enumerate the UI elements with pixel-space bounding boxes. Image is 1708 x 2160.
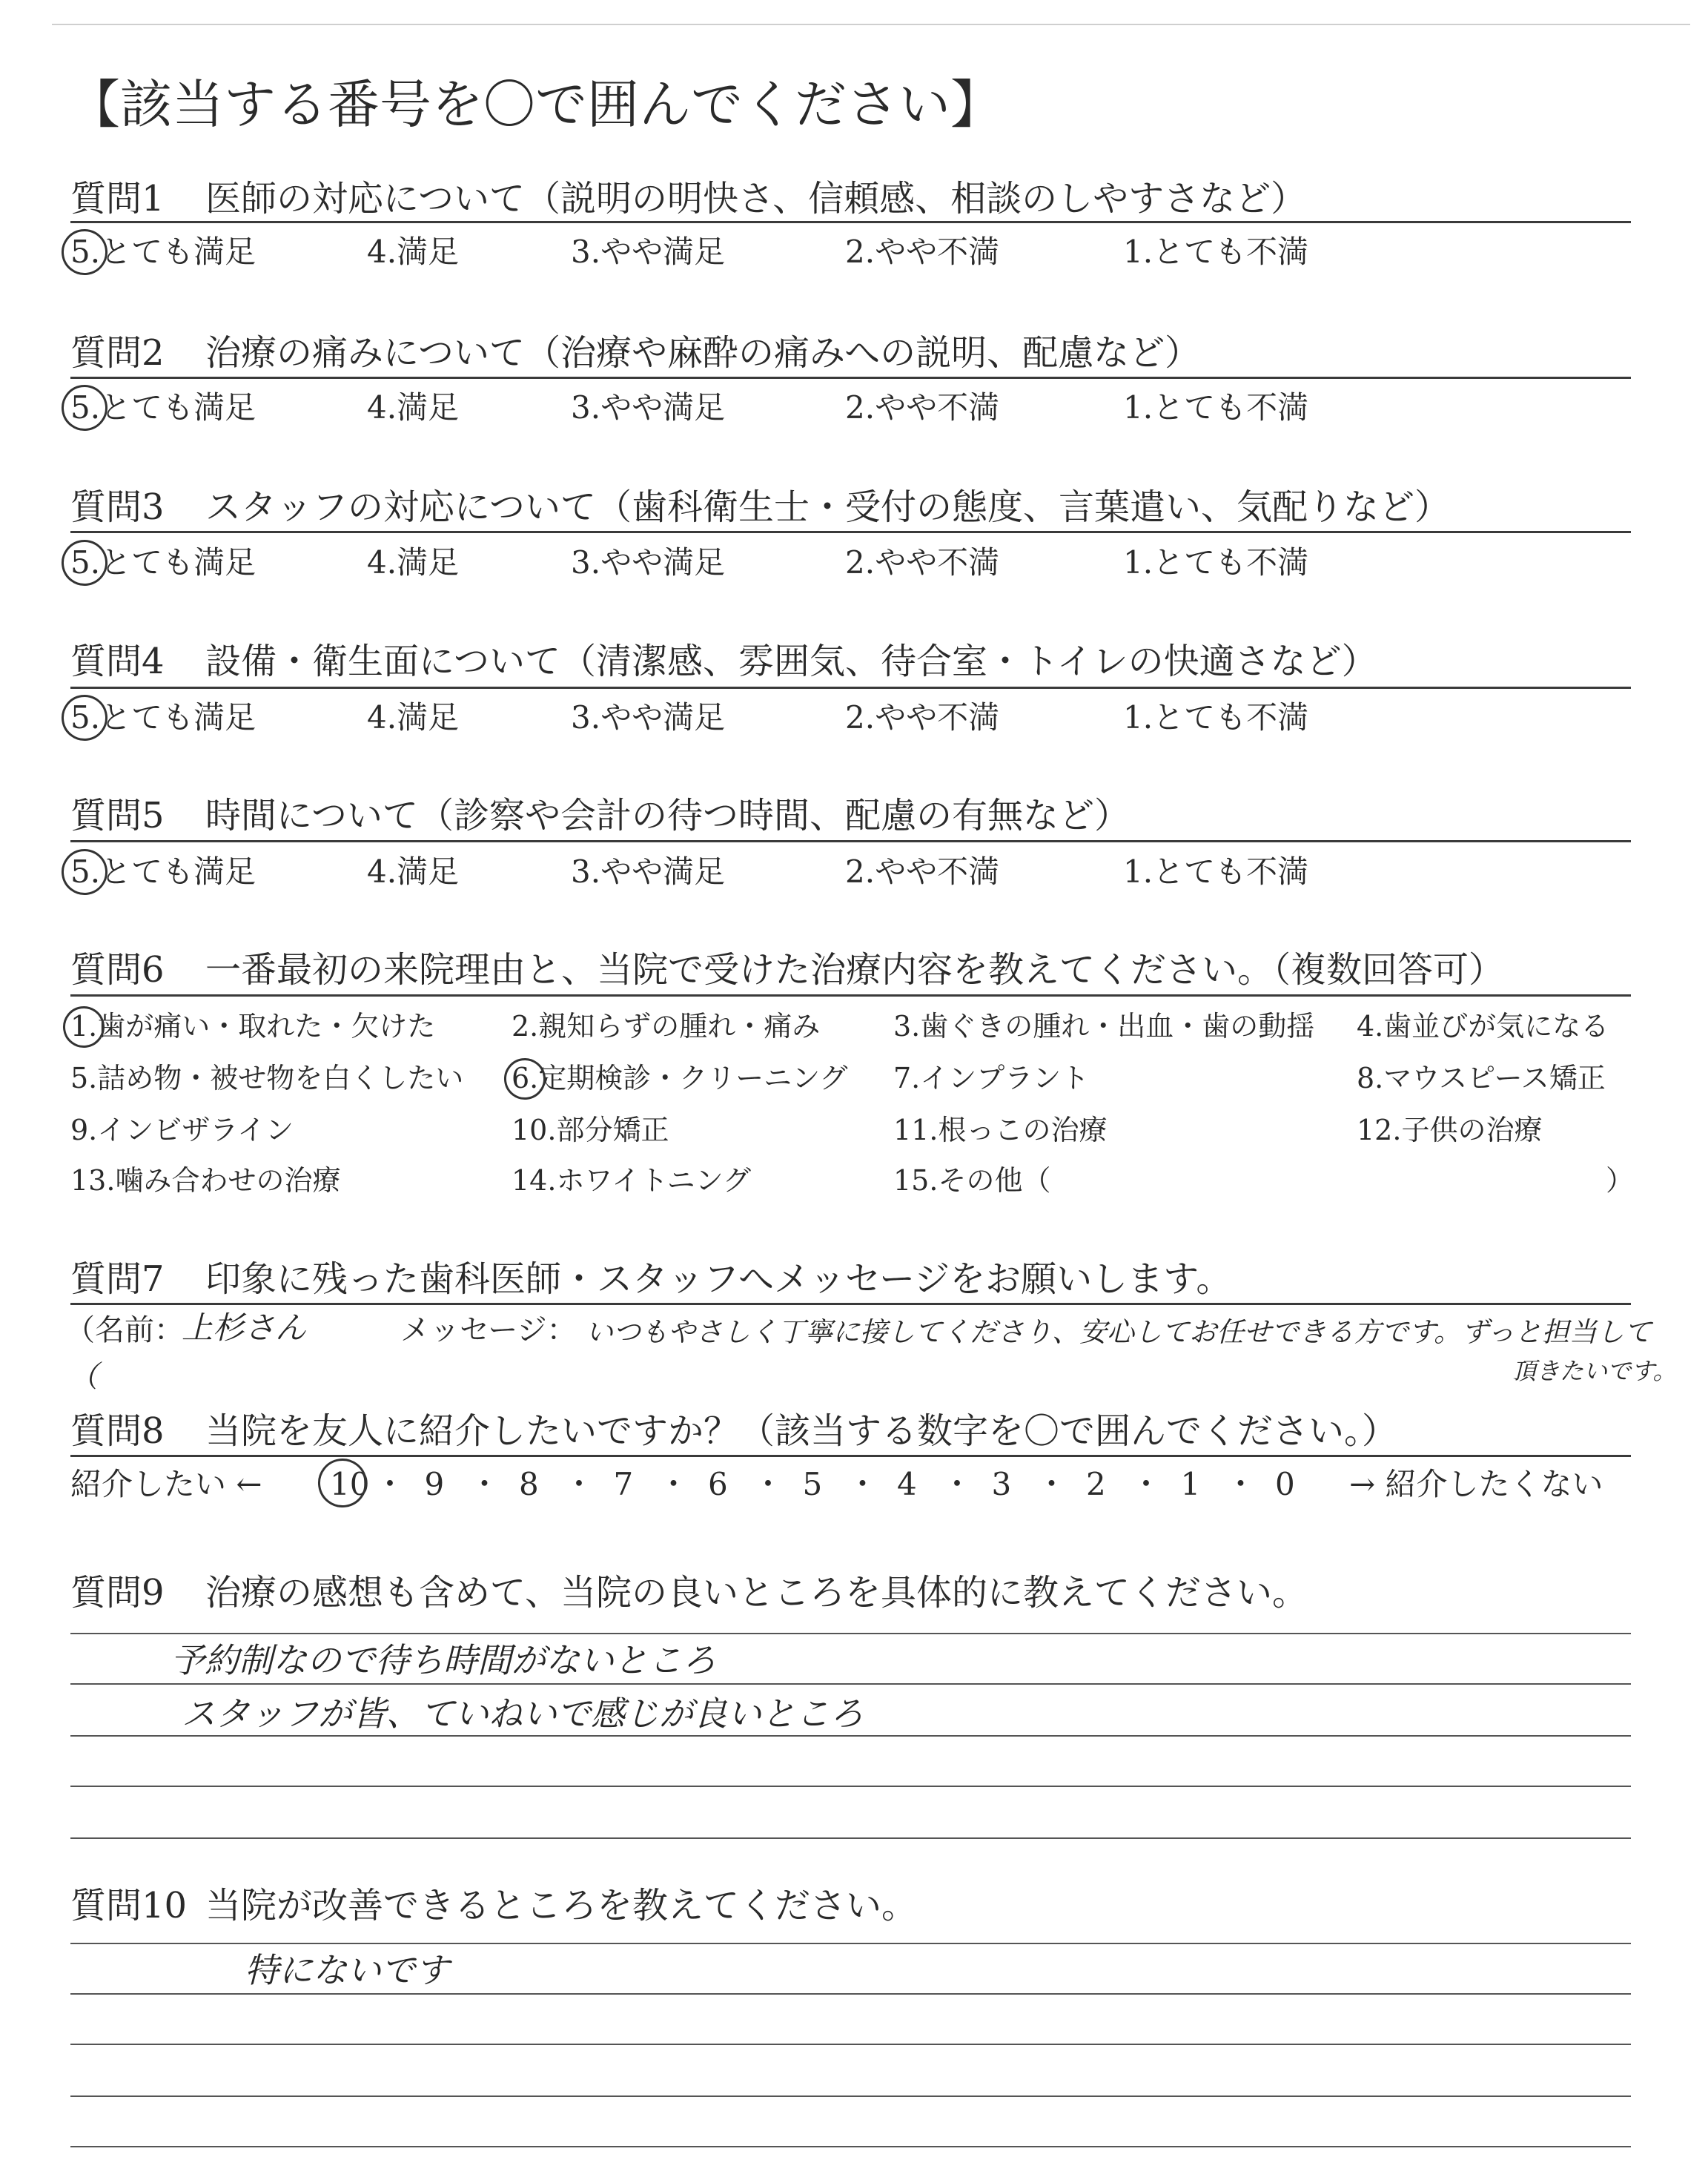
question-8-text: 当院を友人に紹介したいですか？（該当する数字を〇で囲んでください。） xyxy=(205,1410,1398,1452)
q1-option-4-number: 4 xyxy=(367,234,387,270)
question-8-separator: ・ xyxy=(658,1466,689,1502)
q4-option-2-label: やや不満 xyxy=(875,699,1000,736)
question-5-options xyxy=(70,852,1627,892)
q3-option-4-period: . xyxy=(386,544,397,581)
question-9-line-2 xyxy=(70,1683,1631,1685)
question-7-name-label: （名前： xyxy=(65,1313,184,1347)
question-10-text: 当院が改善できるところを教えてください。 xyxy=(205,1885,918,1926)
question-8-scale-5[interactable] xyxy=(803,1463,823,1506)
q4-option-5-number: 5 xyxy=(70,699,90,736)
q2-option-2-label: やや不満 xyxy=(875,389,1000,426)
question-3-text: スタッフの対応について（歯科衛生士・受付の態度、言葉遣い、気配りなど） xyxy=(205,486,1451,528)
q5-option-2-period: . xyxy=(864,853,875,890)
q1-option-4-label: 満足 xyxy=(397,234,460,270)
q5-option-4-label: 満足 xyxy=(397,853,460,890)
q5-option-2-label: やや不満 xyxy=(875,853,1000,890)
question-6-item-label: 歯が痛い・取れた・欠けた xyxy=(97,1010,436,1043)
question-6-item-11[interactable] xyxy=(893,1112,1107,1148)
q5-option-5-number: 5 xyxy=(70,853,90,890)
question-6-item-number: 15. xyxy=(893,1164,939,1197)
q2-option-4-number: 4 xyxy=(367,389,387,426)
q3-option-4-number: 4 xyxy=(367,544,387,581)
q2-option-2-period: . xyxy=(864,389,875,426)
question-10-number: 質問10 xyxy=(70,1885,188,1926)
question-6-rule xyxy=(70,994,1631,997)
question-1-text: 医師の対応について（説明の明快さ、信頼感、相談のしやすさなど） xyxy=(205,178,1307,219)
q4-option-2-period: . xyxy=(864,699,875,736)
question-9-line-3 xyxy=(70,1735,1631,1737)
question-9-line-4 xyxy=(70,1786,1631,1787)
q1-option-5-period: . xyxy=(90,234,101,270)
question-6-item-number: 13. xyxy=(70,1164,116,1197)
question-6-item-number: 1. xyxy=(70,1010,97,1043)
question-6-item-2[interactable] xyxy=(512,1008,820,1044)
q2-option-2[interactable] xyxy=(845,388,999,428)
question-6-item-number: 14. xyxy=(512,1164,557,1197)
question-6-item-label: マウスピース矯正 xyxy=(1383,1062,1606,1094)
q3-option-1-label: とても不満 xyxy=(1153,544,1309,581)
question-6-item-4[interactable] xyxy=(1357,1008,1609,1044)
question-6-item-number: 10. xyxy=(512,1114,557,1146)
question-8-scale-3[interactable] xyxy=(992,1463,1012,1506)
question-6-item-label: 子供の治療 xyxy=(1401,1114,1543,1146)
question-6-title xyxy=(70,948,1504,992)
q2-option-1-number: 1 xyxy=(1123,389,1143,426)
question-6-item-1[interactable] xyxy=(70,1008,435,1044)
question-7-title xyxy=(70,1257,1231,1301)
question-8-right-label: → 紹介したくない xyxy=(1349,1466,1603,1502)
question-8-scale-6-label: 6 xyxy=(708,1466,728,1502)
q5-option-3[interactable] xyxy=(571,852,725,892)
q2-option-5-period: . xyxy=(90,389,101,426)
q1-option-2-label: やや不満 xyxy=(875,234,1000,270)
q5-option-3-label: やや満足 xyxy=(600,853,726,890)
question-8-scale-4-label: 4 xyxy=(897,1466,917,1502)
q3-option-1-period: . xyxy=(1142,544,1153,581)
question-7-text: 印象に残った歯科医師・スタッフへメッセージをお願いします。 xyxy=(205,1258,1232,1300)
question-9-answer-line-2: スタッフが皆、ていねいで感じが良いところ xyxy=(182,1694,864,1734)
q5-option-3-period: . xyxy=(590,853,601,890)
q1-option-2-period: . xyxy=(864,234,875,270)
q1-option-1-label: とても不満 xyxy=(1153,234,1309,270)
question-8-scale xyxy=(70,1463,1635,1507)
q3-option-5-period: . xyxy=(90,544,101,581)
question-8-scale-0[interactable] xyxy=(1275,1463,1295,1506)
q2-option-3-label: やや満足 xyxy=(600,389,726,426)
q2-option-5-label: とても満足 xyxy=(100,389,256,426)
q5-option-4-number: 4 xyxy=(367,853,387,890)
question-8-separator: ・ xyxy=(752,1466,784,1502)
question-8-left-label: 紹介したい ← xyxy=(70,1466,262,1502)
question-6-item-label: インビザライン xyxy=(97,1114,294,1146)
question-6-item-number: 12. xyxy=(1357,1114,1402,1146)
question-8-scale-7-label: 7 xyxy=(613,1466,634,1502)
q2-option-5[interactable] xyxy=(70,388,256,428)
question-8-scale-3-label: 3 xyxy=(991,1466,1012,1502)
q1-option-5-number: 5 xyxy=(70,234,90,270)
question-6-item-number: 6. xyxy=(512,1062,538,1094)
question-6-item-10[interactable] xyxy=(512,1112,669,1148)
question-6-item-number: 4. xyxy=(1357,1010,1384,1043)
question-4-title xyxy=(70,639,1377,684)
q3-option-3[interactable] xyxy=(571,543,725,583)
question-6-item-label: インプラント xyxy=(920,1062,1090,1094)
q1-option-2-number: 2 xyxy=(845,234,865,270)
question-2-text: 治療の痛みについて（治療や麻酔の痛みへの説明、配慮など） xyxy=(205,332,1201,374)
q4-option-1-period: . xyxy=(1142,699,1153,736)
question-5-rule xyxy=(70,840,1631,842)
question-6-item-number: 8. xyxy=(1357,1062,1384,1094)
question-2-rule xyxy=(70,377,1631,379)
question-4-options xyxy=(70,698,1627,738)
question-5-title xyxy=(70,793,1130,838)
question-7-number: 質問7 xyxy=(70,1258,165,1300)
question-6-item-number: 2. xyxy=(512,1010,539,1043)
question-8-scale-1-label: 1 xyxy=(1180,1466,1201,1502)
q3-option-3-label: やや満足 xyxy=(600,544,726,581)
q2-option-3-period: . xyxy=(590,389,601,426)
q1-option-2[interactable] xyxy=(845,232,999,272)
question-6-item-label: 根っこの治療 xyxy=(938,1114,1108,1146)
q4-option-3-number: 3 xyxy=(571,699,591,736)
q4-option-1-number: 1 xyxy=(1123,699,1143,736)
question-6-item-label: 定期検診・クリーニング xyxy=(538,1062,848,1094)
q4-option-4-label: 満足 xyxy=(397,699,460,736)
q4-option-1-label: とても不満 xyxy=(1153,699,1309,736)
question-8-separator: ・ xyxy=(374,1466,406,1502)
q2-option-1-period: . xyxy=(1142,389,1153,426)
question-6-item-number: 7. xyxy=(893,1062,921,1094)
question-8-rule xyxy=(70,1455,1631,1457)
question-8-selected-circle-mark xyxy=(315,1456,371,1511)
question-3-rule xyxy=(70,531,1631,533)
question-8-scale-2[interactable] xyxy=(1086,1463,1106,1506)
question-8-scale-10[interactable] xyxy=(330,1463,369,1506)
question-6-item-15[interactable] xyxy=(893,1163,1050,1198)
q3-option-4[interactable] xyxy=(367,543,459,583)
question-2-number: 質問2 xyxy=(70,332,165,374)
question-10-line-3 xyxy=(70,2044,1631,2045)
q2-option-5-number: 5 xyxy=(70,389,90,426)
question-3-number: 質問3 xyxy=(70,486,165,528)
q2-option-1-label: とても不満 xyxy=(1153,389,1309,426)
question-6-item-number: 11. xyxy=(893,1114,939,1146)
question-8-scale-7[interactable] xyxy=(614,1463,634,1506)
question-7-message-label: メッセージ： xyxy=(400,1313,577,1347)
question-8-scale-10-label: 10 xyxy=(330,1466,370,1502)
question-6-item-9[interactable] xyxy=(70,1112,294,1148)
question-8-scale-2-label: 2 xyxy=(1086,1466,1106,1502)
question-8-separator: ・ xyxy=(563,1466,595,1502)
question-8-separator: ・ xyxy=(469,1466,500,1502)
q5-option-5-label: とても満足 xyxy=(100,853,256,890)
q1-option-5[interactable] xyxy=(70,232,256,272)
q1-option-1-period: . xyxy=(1142,234,1153,270)
q4-option-2-number: 2 xyxy=(845,699,865,736)
q4-option-3-label: やや満足 xyxy=(600,699,726,736)
question-2-title xyxy=(70,331,1200,375)
question-7-rule xyxy=(70,1303,1631,1305)
q3-option-5-number: 5 xyxy=(70,544,90,581)
q5-option-5-period: . xyxy=(90,853,101,890)
question-6-item-number: 3. xyxy=(893,1010,921,1043)
q1-option-1[interactable] xyxy=(1123,232,1308,272)
q5-option-4-period: . xyxy=(386,853,397,890)
question-5-text: 時間について（診察や会計の待つ時間、配慮の有無など） xyxy=(205,795,1131,836)
q1-option-5-label: とても満足 xyxy=(100,234,256,270)
q4-option-2[interactable] xyxy=(845,698,999,738)
q4-option-4-period: . xyxy=(386,699,397,736)
q4-option-5[interactable] xyxy=(70,698,256,738)
question-6-item-12[interactable] xyxy=(1357,1112,1542,1148)
q5-option-1-number: 1 xyxy=(1123,853,1143,890)
question-6-item-7[interactable] xyxy=(893,1060,1089,1096)
q3-option-5-label: とても満足 xyxy=(100,544,256,581)
question-6-item-number: 9. xyxy=(70,1114,98,1146)
q2-option-2-number: 2 xyxy=(845,389,865,426)
question-8-separator: ・ xyxy=(1036,1466,1068,1502)
question-7-message-line-2: 頂きたいです。 xyxy=(1512,1357,1677,1385)
question-6-item-label: 噛み合わせの治療 xyxy=(115,1164,341,1197)
q1-option-1-number: 1 xyxy=(1123,234,1143,270)
question-7-paren-mark: （ xyxy=(68,1360,98,1394)
question-5-number: 質問5 xyxy=(70,795,165,836)
question-6-item-number: 5. xyxy=(70,1062,98,1094)
question-8-scale-4[interactable] xyxy=(897,1463,917,1506)
q5-option-1-label: とても不満 xyxy=(1153,853,1309,890)
q3-option-1-number: 1 xyxy=(1123,544,1143,581)
question-10-line-1 xyxy=(70,1943,1631,1944)
question-8-title xyxy=(70,1409,1397,1453)
q1-option-4[interactable] xyxy=(367,232,459,272)
q2-option-3-number: 3 xyxy=(571,389,591,426)
question-1-options xyxy=(70,232,1627,272)
question-10-line-2 xyxy=(70,1993,1631,1995)
q5-option-1-period: . xyxy=(1142,853,1153,890)
question-4-rule xyxy=(70,687,1631,689)
q3-option-4-label: 満足 xyxy=(397,544,460,581)
question-6-item-8[interactable] xyxy=(1357,1060,1606,1096)
q3-option-2-number: 2 xyxy=(845,544,865,581)
q2-option-3[interactable] xyxy=(571,388,725,428)
question-10-line-5 xyxy=(70,2146,1631,2147)
question-6-item-3[interactable] xyxy=(893,1008,1314,1044)
q4-option-5-label: とても満足 xyxy=(100,699,256,736)
question-6-item-label: 歯並びが気になる xyxy=(1383,1010,1609,1043)
question-8-scale-1[interactable] xyxy=(1181,1463,1201,1506)
question-9-number: 質問9 xyxy=(70,1572,165,1614)
question-9-text: 治療の感想も含めて、当院の良いところを具体的に教えてください。 xyxy=(205,1572,1308,1614)
question-7-message-line-1: いつもやさしく丁寧に接してくださり、安心してお任せできる方です。ずっと担当して xyxy=(586,1316,1652,1348)
question-9-line-1 xyxy=(70,1633,1631,1634)
question-9-answer-line-1: 予約制なので待ち時間がないところ xyxy=(171,1640,716,1680)
question-8-scale-6[interactable] xyxy=(708,1463,728,1506)
q1-option-4-period: . xyxy=(386,234,397,270)
question-1-title xyxy=(70,176,1306,221)
question-8-separator: ・ xyxy=(847,1466,878,1502)
question-8-scale-0-label: 0 xyxy=(1275,1466,1295,1502)
question-4-text: 設備・衛生面について（清潔感、雰囲気、待合室・トイレの快適さなど） xyxy=(205,641,1377,682)
q5-option-5[interactable] xyxy=(70,852,256,892)
question-9-title xyxy=(70,1571,1308,1615)
question-3-title xyxy=(70,485,1450,529)
q2-option-4-period: . xyxy=(386,389,397,426)
question-10-answer-line-1: 特にないです xyxy=(245,1950,449,1990)
q3-option-2[interactable] xyxy=(845,543,999,583)
page-title: 【該当する番号を〇で囲んでください】 xyxy=(68,74,1002,135)
question-6-item-label: 歯ぐきの腫れ・出血・歯の動揺 xyxy=(920,1010,1315,1043)
question-6-item-label: 部分矯正 xyxy=(556,1114,669,1146)
q2-option-1[interactable] xyxy=(1123,388,1308,428)
q3-option-1[interactable] xyxy=(1123,543,1308,583)
question-8-scale-8[interactable] xyxy=(519,1463,539,1506)
top-border xyxy=(52,24,1690,25)
question-8-scale-9-label: 9 xyxy=(424,1466,445,1502)
q5-option-3-number: 3 xyxy=(571,853,591,890)
question-8-separator: ・ xyxy=(1131,1466,1162,1502)
q4-option-1[interactable] xyxy=(1123,698,1308,738)
question-6-item-13[interactable] xyxy=(70,1163,340,1198)
q5-option-1[interactable] xyxy=(1123,852,1308,892)
q1-option-3-number: 3 xyxy=(571,234,591,270)
q5-option-2-number: 2 xyxy=(845,853,865,890)
q1-option-3-period: . xyxy=(590,234,601,270)
q3-option-2-label: やや不満 xyxy=(875,544,1000,581)
q3-option-5[interactable] xyxy=(70,543,256,583)
question-6-item-label: ホワイトニング xyxy=(556,1164,752,1197)
question-1-rule xyxy=(70,221,1631,223)
question-9-line-5 xyxy=(70,1837,1631,1839)
q4-option-4-number: 4 xyxy=(367,699,387,736)
question-6-item-14[interactable] xyxy=(512,1163,751,1198)
question-2-options xyxy=(70,388,1627,428)
q5-option-4[interactable] xyxy=(367,852,459,892)
question-6-text: 一番最初の来院理由と、当院で受けた治療内容を教えてください。（複数回答可） xyxy=(205,949,1505,991)
q4-option-4[interactable] xyxy=(367,698,459,738)
question-6-item-label: 親知らずの腫れ・痛み xyxy=(538,1010,821,1043)
q3-option-3-number: 3 xyxy=(571,544,591,581)
question-8-scale-9[interactable] xyxy=(425,1463,445,1506)
question-6-item-label: 詰め物・被せ物を白くしたい xyxy=(97,1062,464,1094)
question-4-number: 質問4 xyxy=(70,641,165,682)
q4-option-3-period: . xyxy=(590,699,601,736)
q4-option-5-period: . xyxy=(90,699,101,736)
q1-option-3[interactable] xyxy=(571,232,725,272)
question-8-scale-5-label: 5 xyxy=(802,1466,823,1502)
question-8-separator: ・ xyxy=(941,1466,973,1502)
q3-option-2-period: . xyxy=(864,544,875,581)
question-6-other-close: ） xyxy=(1606,1164,1635,1197)
question-8-scale-8-label: 8 xyxy=(519,1466,539,1502)
question-6-item-6[interactable] xyxy=(512,1060,848,1096)
q4-option-3[interactable] xyxy=(571,698,725,738)
question-8-number: 質問8 xyxy=(70,1410,165,1452)
question-1-number: 質問1 xyxy=(70,178,165,219)
question-7-name-value: 上杉さん xyxy=(182,1309,307,1346)
q2-option-4-label: 満足 xyxy=(397,389,460,426)
question-8-separator: ・ xyxy=(1225,1466,1257,1502)
question-10-title xyxy=(70,1883,917,1928)
question-3-options xyxy=(70,543,1627,583)
question-6-item-5[interactable] xyxy=(70,1060,463,1096)
q1-option-3-label: やや満足 xyxy=(600,234,726,270)
q2-option-4[interactable] xyxy=(367,388,459,428)
q5-option-2[interactable] xyxy=(845,852,999,892)
question-6-item-label: その他（ xyxy=(938,1164,1051,1197)
question-10-line-4 xyxy=(70,2095,1631,2097)
question-6-number: 質問6 xyxy=(70,949,165,991)
q3-option-3-period: . xyxy=(590,544,601,581)
